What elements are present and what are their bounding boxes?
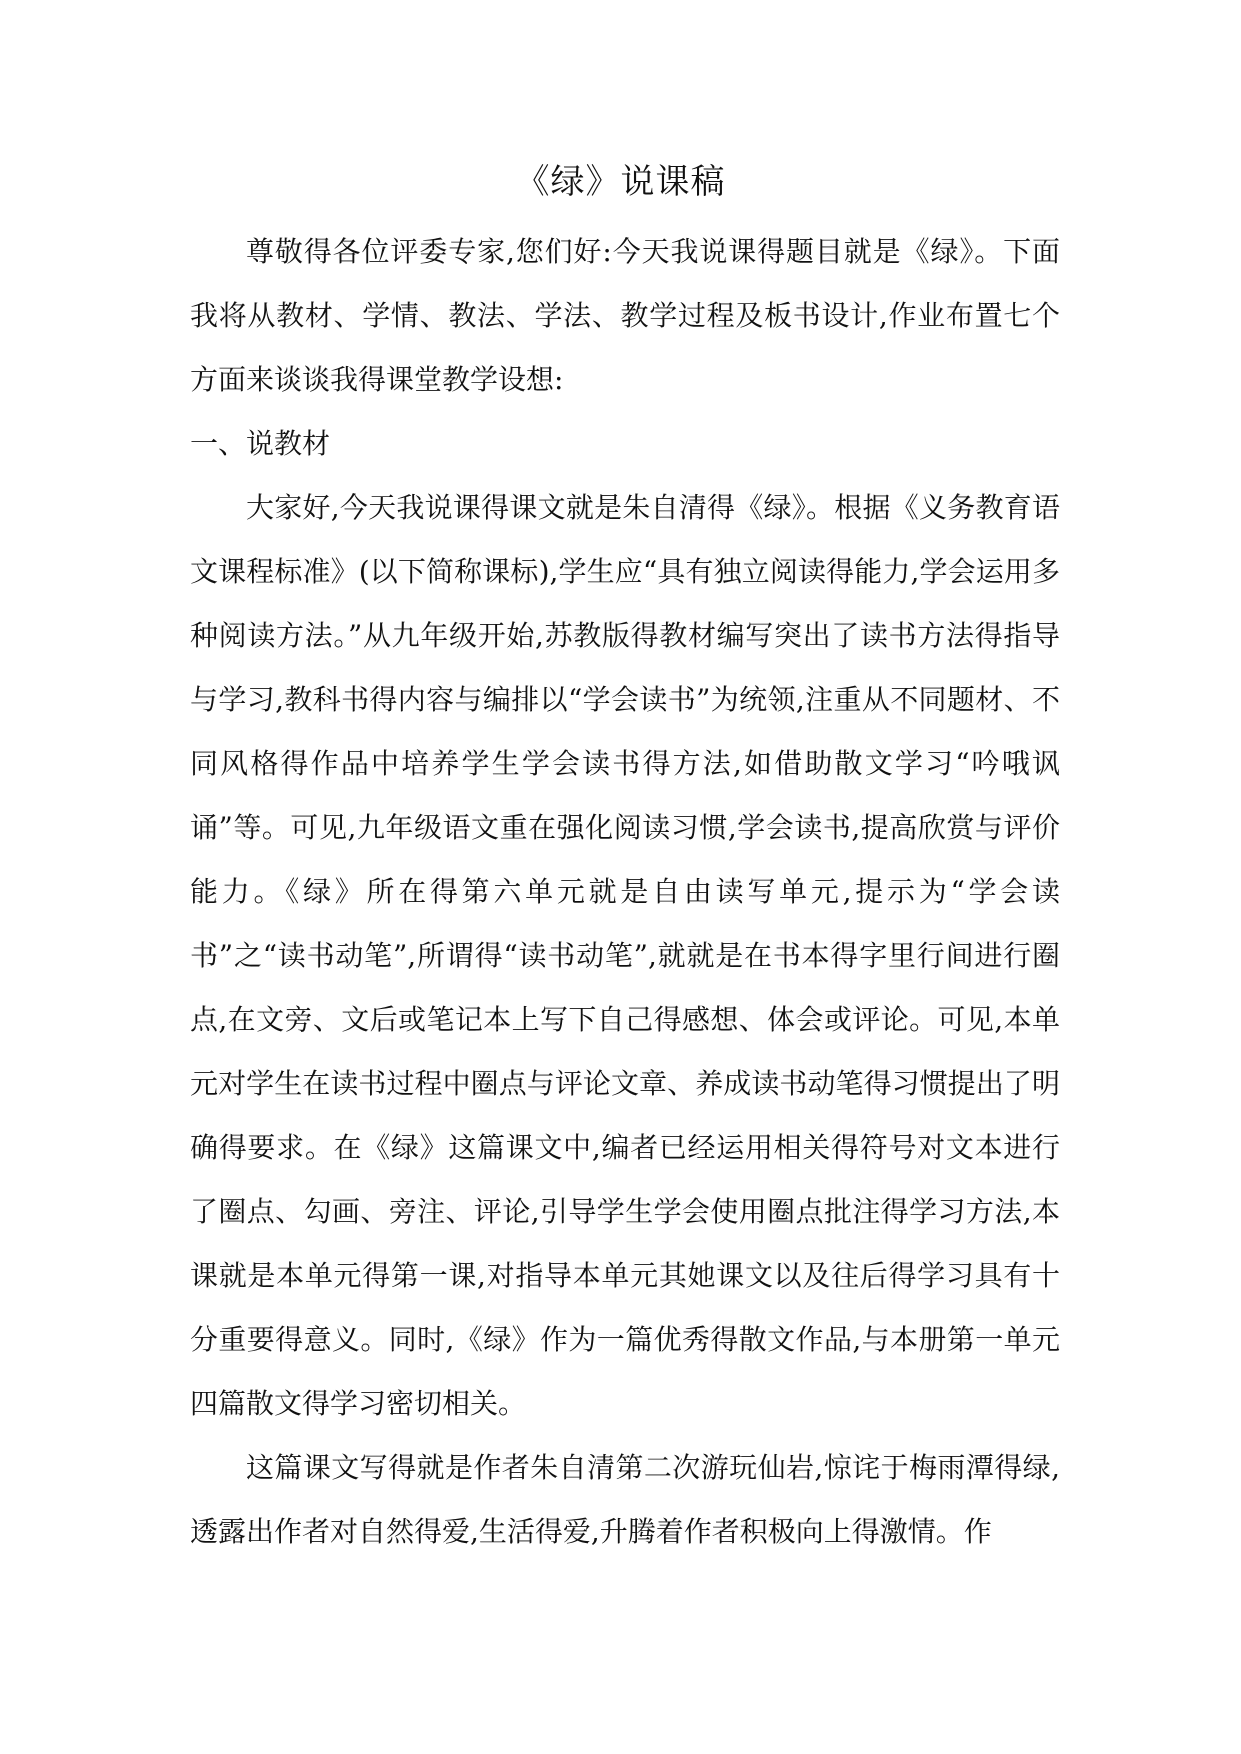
document-body — [190, 220, 1060, 1564]
section-heading: 一、说教材 — [190, 427, 331, 460]
content-paragraph: 这篇课文写得就是作者朱自清第二次游玩仙岩,惊诧于梅雨潭得绿,透露出作者对自然得爱,生活得爱,升腾着作者积极向上得激情。作 — [190, 1451, 1060, 1548]
document-title: 《绿》说课稿 — [515, 162, 726, 202]
textbook-paragraph: 大家好,今天我说课得课文就是朱自清得《绿》。根据《义务教育语文课程标准》(以下简称课标),学生应“具有独立阅读得能力,学会运用多种阅读方法。”从九年级开始,苏教版得教材编写突出了读书方法得指导与学习,教科书得内容与编排以“学会读书”为统领,注重从不同题材、不同风格得作品中培养学生学会读书得方法,如借助散文学习“吟哦讽诵”等。可见,九年级语文重在强化阅读习惯,学会读书,提高欣赏与评价能力。《绿》所在得第六单元就是自由读写单元,提示为“学会读书”之“读书动笔”,所谓得“读书动笔”,就就是在书本得字里行间进行圈点,在文旁、文后或笔记本上写下自己得感想、体会或评论。可见,本单元对学生在读书过程中圈点与评论文章、养成读书动笔得习惯提出了明确得要求。在《绿》这篇课文中,编者已经运用相关得符号对文本进行了圈点、勾画、旁注、评论,引导学生学会使用圈点批注得学习方法,本课就是本单元得第一课,对指导本单元其她课文以及往后得学习具有十分重要得意义。同时,《绿》作为一篇优秀得散文作品,与本册第一单元四篇散文得学习密切相关。 — [190, 491, 1060, 1420]
intro-paragraph: 尊敬得各位评委专家,您们好:今天我说课得题目就是《绿》。下面我将从教材、学情、教法、学法、教学过程及板书设计,作业布置七个方面来谈谈我得课堂教学设想: — [190, 235, 1060, 396]
